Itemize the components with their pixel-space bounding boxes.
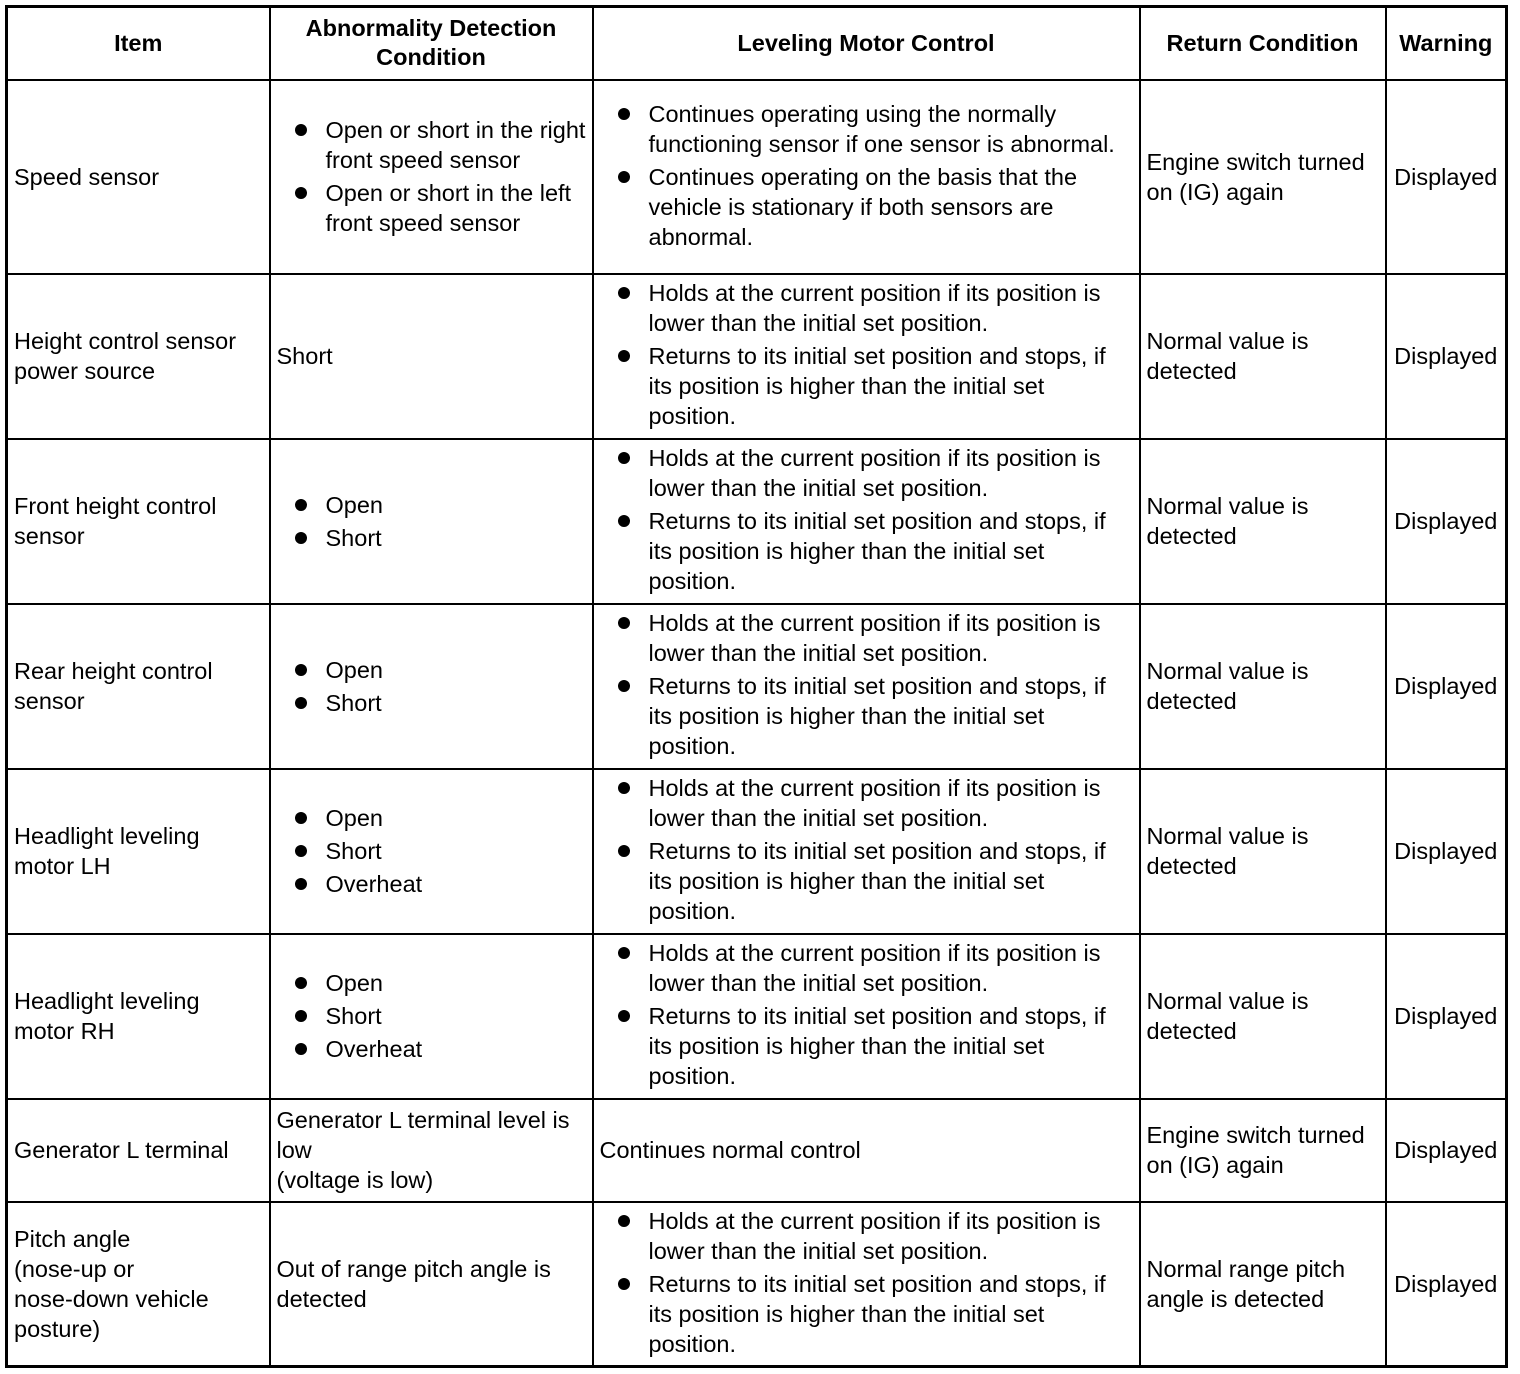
bullet-icon — [618, 171, 630, 183]
bullet-icon — [618, 1278, 630, 1290]
item-cell: Rear height control sensor — [7, 604, 270, 769]
list-item — [277, 803, 586, 833]
list-item — [277, 688, 586, 718]
return-cell: Normal range pitch angle is detected — [1140, 1202, 1386, 1367]
control-cell-list — [600, 608, 1133, 761]
bullet-icon — [618, 1215, 630, 1227]
detection-cell: Short — [270, 274, 593, 439]
warning-cell: Displayed — [1386, 1202, 1507, 1367]
bullet-icon — [295, 1010, 307, 1022]
list-item-text: Short — [325, 689, 382, 716]
control-cell — [593, 80, 1140, 274]
header-row — [7, 7, 1507, 80]
list-item — [600, 773, 1133, 833]
list-item-text: Short — [325, 524, 382, 551]
table-row — [7, 439, 1507, 604]
list-item — [600, 162, 1133, 252]
list-item-text: Continues operating using the normally functioning sensor if one sensor is abnormal. — [648, 100, 1115, 157]
list-item-text: Returns to its initial set position and stops, if its position is higher than the initial set position. — [648, 508, 1106, 594]
list-item-text: Open — [325, 656, 383, 683]
list-item — [277, 490, 586, 520]
detection-cell-list — [277, 968, 586, 1064]
list-item-text: Returns to its initial set position and stops, if its position is higher than the initial set position. — [648, 673, 1106, 759]
return-cell: Normal value is detected — [1140, 604, 1386, 769]
list-item — [277, 1001, 586, 1031]
list-item-text: Holds at the current position if its position is lower than the initial set position. — [648, 610, 1101, 666]
detection-cell-list — [277, 490, 586, 553]
list-item — [277, 115, 586, 175]
control-cell-list — [600, 1206, 1133, 1359]
header-warning: Warning — [1386, 7, 1507, 80]
list-item — [600, 1206, 1133, 1266]
bullet-icon — [618, 617, 630, 629]
bullet-icon — [618, 452, 630, 464]
list-item-text: Holds at the current position if its position is lower than the initial set position. — [648, 445, 1101, 501]
bullet-icon — [618, 350, 630, 362]
table-row — [7, 769, 1507, 934]
bullet-icon — [618, 287, 630, 299]
item-cell: Pitch angle (nose-up or nose-down vehicle posture) — [7, 1202, 270, 1367]
list-item-text: Continues operating on the basis that the vehicle is stationary if both sensors are abnormal. — [648, 163, 1078, 250]
detection-cell-list — [277, 655, 586, 718]
warning-cell: Displayed — [1386, 934, 1507, 1099]
list-item — [277, 1034, 586, 1064]
item-cell: Headlight leveling motor RH — [7, 934, 270, 1099]
list-item — [600, 99, 1133, 159]
header-item: Item — [7, 7, 270, 80]
bullet-icon — [295, 664, 307, 676]
list-item-text: Open — [325, 805, 383, 831]
bullet-icon — [618, 108, 630, 120]
control-cell — [593, 274, 1140, 439]
return-cell: Normal value is detected — [1140, 274, 1386, 439]
bullet-icon — [295, 1043, 307, 1055]
list-item — [600, 938, 1133, 998]
header-return: Return Condition — [1140, 7, 1386, 80]
return-cell: Normal value is detected — [1140, 439, 1386, 604]
bullet-icon — [618, 515, 630, 527]
list-item — [600, 1269, 1133, 1359]
list-item — [600, 608, 1133, 668]
list-item — [600, 278, 1133, 338]
detection-cell — [270, 604, 593, 769]
list-item-text: Open or short in the left front speed sensor — [325, 180, 572, 236]
detection-cell — [270, 934, 593, 1099]
list-item-text: Returns to its initial set position and stops, if its position is higher than the initial set position. — [648, 1270, 1106, 1357]
list-item-text: Short — [325, 838, 382, 864]
return-cell: Engine switch turned on (IG) again — [1140, 1099, 1386, 1202]
list-item — [600, 506, 1133, 596]
item-cell: Height control sensor power source — [7, 274, 270, 439]
control-cell — [593, 604, 1140, 769]
header-control: Leveling Motor Control — [593, 7, 1140, 80]
control-cell-list — [600, 278, 1133, 431]
control-cell — [593, 934, 1140, 1099]
control-cell — [593, 439, 1140, 604]
list-item — [600, 836, 1133, 926]
item-cell: Front height control sensor — [7, 439, 270, 604]
list-item — [600, 341, 1133, 431]
list-item-text: Overheat — [325, 1036, 423, 1062]
list-item-text: Returns to its initial set position and stops, if its position is higher than the initial set position. — [648, 343, 1106, 429]
bullet-icon — [295, 499, 307, 511]
return-cell: Engine switch turned on (IG) again — [1140, 80, 1386, 274]
list-item-text: Short — [325, 1003, 382, 1029]
item-cell: Speed sensor — [7, 80, 270, 274]
table-row — [7, 1202, 1507, 1367]
list-item — [600, 1001, 1133, 1091]
bullet-icon — [295, 187, 307, 199]
table-row — [7, 1099, 1507, 1202]
return-cell: Normal value is detected — [1140, 934, 1386, 1099]
bullet-icon — [295, 532, 307, 544]
bullet-icon — [618, 1010, 630, 1022]
list-item-text: Open — [325, 491, 383, 518]
bullet-icon — [295, 845, 307, 857]
table-row — [7, 274, 1507, 439]
list-item-text: Holds at the current position if its position is lower than the initial set position. — [648, 940, 1101, 996]
bullet-icon — [618, 947, 630, 959]
table-row — [7, 604, 1507, 769]
bullet-icon — [295, 878, 307, 890]
warning-cell: Displayed — [1386, 274, 1507, 439]
detection-cell: Generator L terminal level is low (voltage is low) — [270, 1099, 593, 1202]
bullet-icon — [618, 782, 630, 794]
list-item — [600, 443, 1133, 503]
list-item-text: Holds at the current position if its position is lower than the initial set position. — [648, 1207, 1101, 1264]
list-item-text: Open or short in the right front speed sensor — [325, 117, 586, 173]
bullet-icon — [295, 697, 307, 709]
table-row — [7, 934, 1507, 1099]
bullet-icon — [295, 812, 307, 824]
detection-cell-list — [277, 115, 586, 238]
detection-cell — [270, 439, 593, 604]
list-item-text: Returns to its initial set position and stops, if its position is higher than the initial set position. — [648, 838, 1106, 924]
control-cell-list — [600, 938, 1133, 1091]
bullet-icon — [295, 977, 307, 989]
list-item — [600, 671, 1133, 761]
item-cell: Headlight leveling motor LH — [7, 769, 270, 934]
control-cell: Continues normal control — [593, 1099, 1140, 1202]
list-item — [277, 178, 586, 238]
list-item-text: Overheat — [325, 871, 423, 897]
list-item — [277, 655, 586, 685]
list-item — [277, 836, 586, 866]
control-cell — [593, 1202, 1140, 1367]
abnormality-table — [5, 5, 1508, 1368]
bullet-icon — [295, 124, 307, 136]
list-item — [277, 968, 586, 998]
list-item — [277, 869, 586, 899]
table-body — [7, 80, 1507, 1367]
detection-cell-list — [277, 803, 586, 899]
control-cell-list — [600, 773, 1133, 926]
warning-cell: Displayed — [1386, 80, 1507, 274]
header-detection: Abnormality Detection Condition — [270, 7, 593, 80]
bullet-icon — [618, 680, 630, 692]
warning-cell: Displayed — [1386, 769, 1507, 934]
warning-cell: Displayed — [1386, 439, 1507, 604]
control-cell — [593, 769, 1140, 934]
list-item-text: Returns to its initial set position and stops, if its position is higher than the initial set position. — [648, 1003, 1106, 1089]
warning-cell: Displayed — [1386, 604, 1507, 769]
list-item-text: Holds at the current position if its position is lower than the initial set position. — [648, 280, 1101, 336]
detection-cell — [270, 769, 593, 934]
list-item-text: Holds at the current position if its position is lower than the initial set position. — [648, 775, 1101, 831]
list-item — [277, 523, 586, 553]
return-cell: Normal value is detected — [1140, 769, 1386, 934]
table-row — [7, 80, 1507, 274]
control-cell-list — [600, 99, 1133, 252]
control-cell-list — [600, 443, 1133, 596]
detection-cell — [270, 80, 593, 274]
detection-cell: Out of range pitch angle is detected — [270, 1202, 593, 1367]
bullet-icon — [618, 845, 630, 857]
item-cell: Generator L terminal — [7, 1099, 270, 1202]
list-item-text: Open — [325, 970, 383, 996]
warning-cell: Displayed — [1386, 1099, 1507, 1202]
